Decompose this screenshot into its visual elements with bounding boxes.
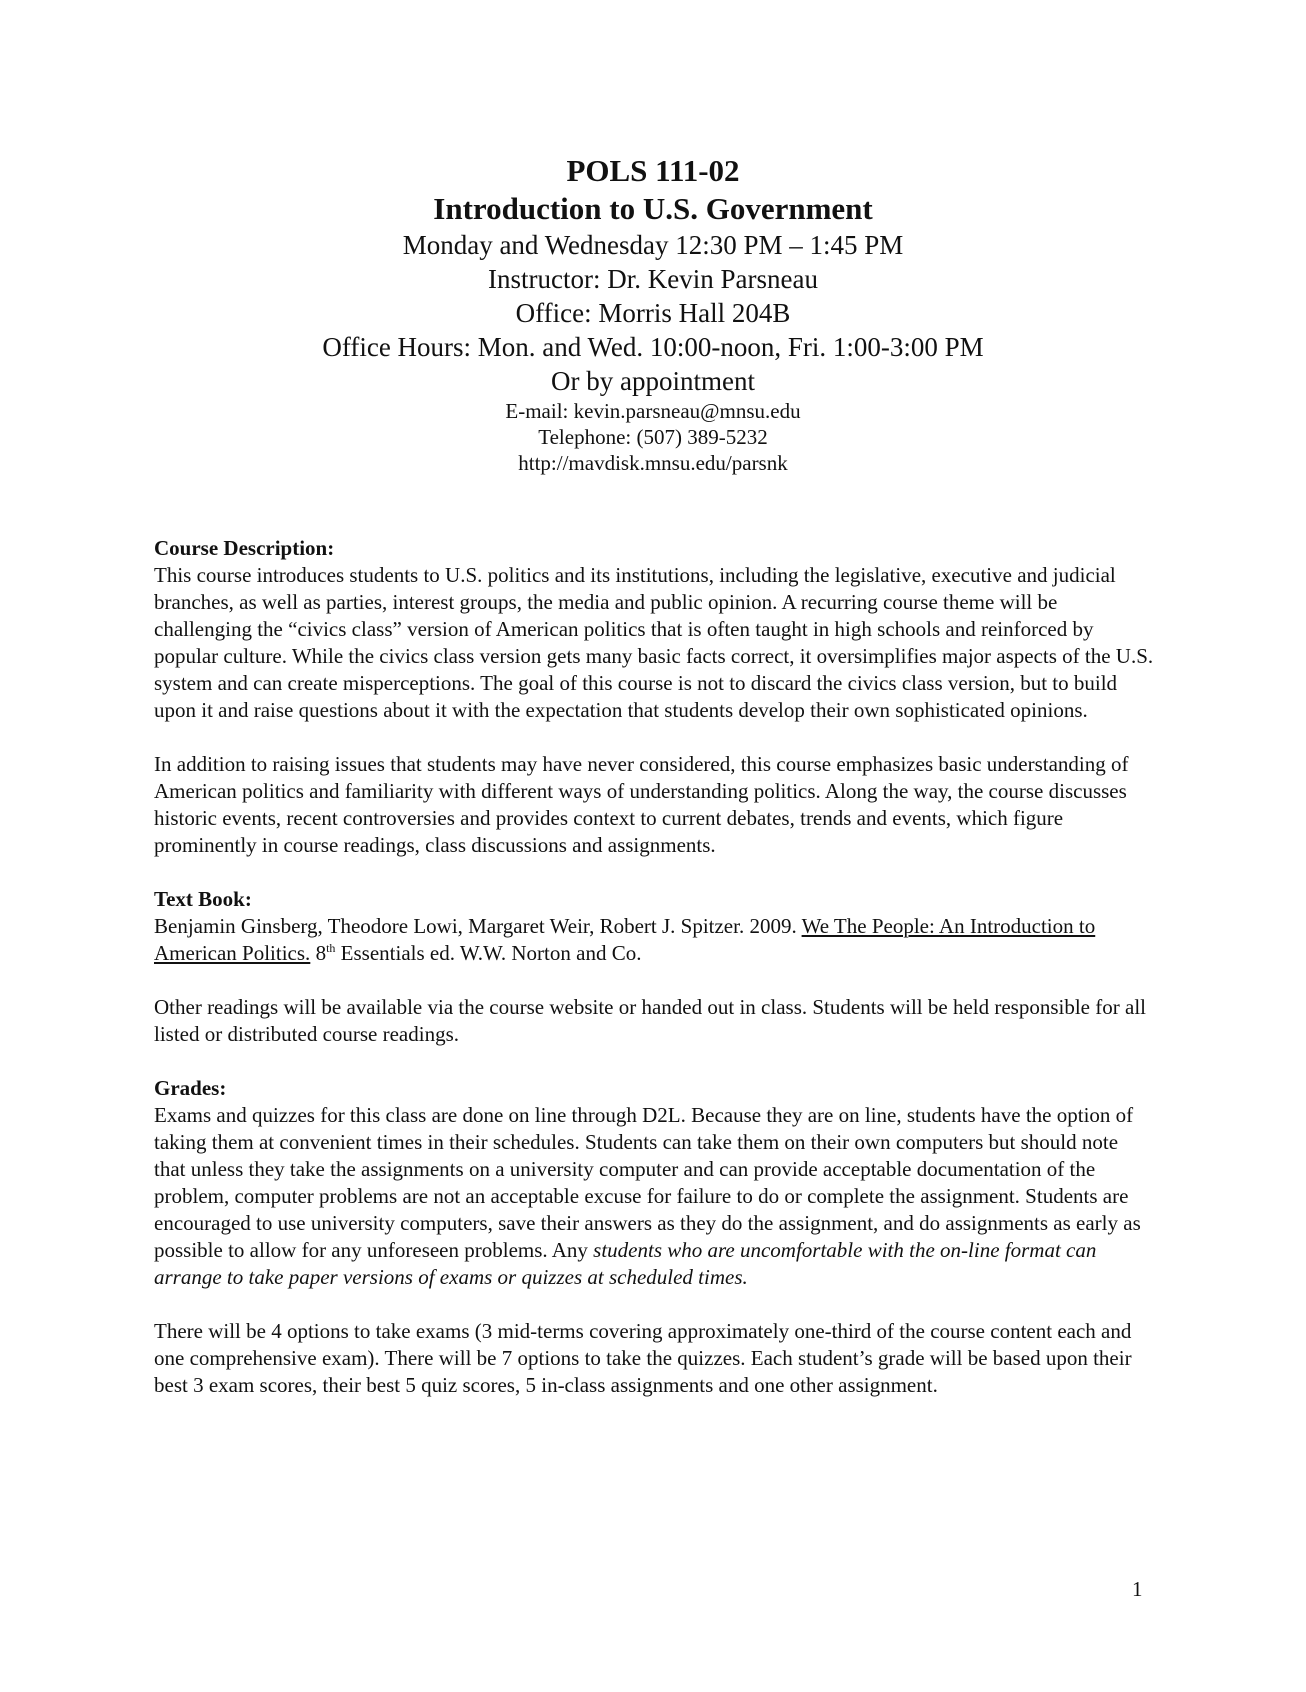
office-hours: Office Hours: Mon. and Wed. 10:00-noon, Fri. 1:00-3:00 PM <box>322 332 984 362</box>
course-description-heading: Course Description: <box>154 536 335 560</box>
syllabus-header <box>0 152 1306 476</box>
text-book-heading: Text Book: <box>154 887 252 911</box>
syllabus-body <box>154 535 1154 1399</box>
book-publisher: Essentials ed. W.W. Norton and Co. <box>335 941 642 965</box>
text-book-citation <box>154 913 1154 967</box>
grades-paragraph-1 <box>154 1102 1154 1291</box>
book-title: We The People: An Introduction to American Politics. <box>154 914 1096 965</box>
other-readings-paragraph: Other readings will be available via the course website or handed out in class. Students will be held responsible for all listed or distributed course readings. <box>154 995 1146 1046</box>
office-location: Office: Morris Hall 204B <box>515 298 791 328</box>
course-code: POLS 111-02 <box>566 153 740 188</box>
telephone-number: Telephone: (507) 389-5232 <box>538 425 768 449</box>
book-authors: Benjamin Ginsberg, Theodore Lowi, Margaret Weir, Robert J. Spitzer. 2009. <box>154 914 802 938</box>
book-edition-suffix: th <box>326 941 336 955</box>
instructor-name: Instructor: Dr. Kevin Parsneau <box>488 264 818 294</box>
grades-heading: Grades: <box>154 1076 227 1100</box>
course-description-paragraph-1: This course introduces students to U.S. politics and its institutions, including the legislative, executive and judicial branches, as well as parties, interest groups, the media and public opinion. A recurring course theme will be challenging the “civics class” version of American politics that is often taught in high schools and reinforced by popular culture. While the civics class version gets many basic facts correct, it oversimplifies major aspects of the U.S. system and can create misperceptions. The goal of this course is not to discard the civics class version, but to build upon it and raise questions about it with the expectation that students develop their own sophisticated opinions. <box>154 563 1154 722</box>
paper-version-note: students who are uncomfortable with the on-line format can arrange to take paper versions of exams or quizzes at scheduled times. <box>154 1238 1097 1289</box>
page-number: 1 <box>1132 1577 1143 1601</box>
book-edition-number: 8 <box>310 941 327 965</box>
course-description-paragraph-2: In addition to raising issues that students may have never considered, this course emphasizes basic understanding of American politics and familiarity with different ways of understanding politics. Along the way, the course discusses historic events, recent controversies and provides context to current debates, trends and events, which figure prominently in course readings, class discussions and assignments. <box>154 752 1129 857</box>
website-url: http://mavdisk.mnsu.edu/parsnk <box>518 451 788 475</box>
course-title: Introduction to U.S. Government <box>433 191 873 226</box>
grades-paragraph-2: There will be 4 options to take exams (3 mid-terms covering approximately one-third of the course content each and one comprehensive exam). There will be 7 options to take the quizzes. Each student’s grade will be based upon their best 3 exam scores, their best 5 quiz scores, 5 in-class assignments and one other assignment. <box>154 1319 1132 1397</box>
appointment-note: Or by appointment <box>551 366 755 396</box>
class-schedule: Monday and Wednesday 12:30 PM – 1:45 PM <box>402 230 904 260</box>
grades-paragraph-1-text: Exams and quizzes for this class are done on line through D2L. Because they are on line, students have the option of taking them at convenient times in their schedules. Students can take them on their own computers but should note that unless they take the assignments on a university computer and can provide acceptable documentation of the problem, computer problems are not an acceptable excuse for failure to do or complete the assignment. Students are encouraged to use university computers, save their answers as they do the assignment, and do assignments as early as possible to allow for any unforeseen problems. Any <box>154 1103 1141 1262</box>
email-address: E-mail: kevin.parsneau@mnsu.edu <box>505 399 801 423</box>
